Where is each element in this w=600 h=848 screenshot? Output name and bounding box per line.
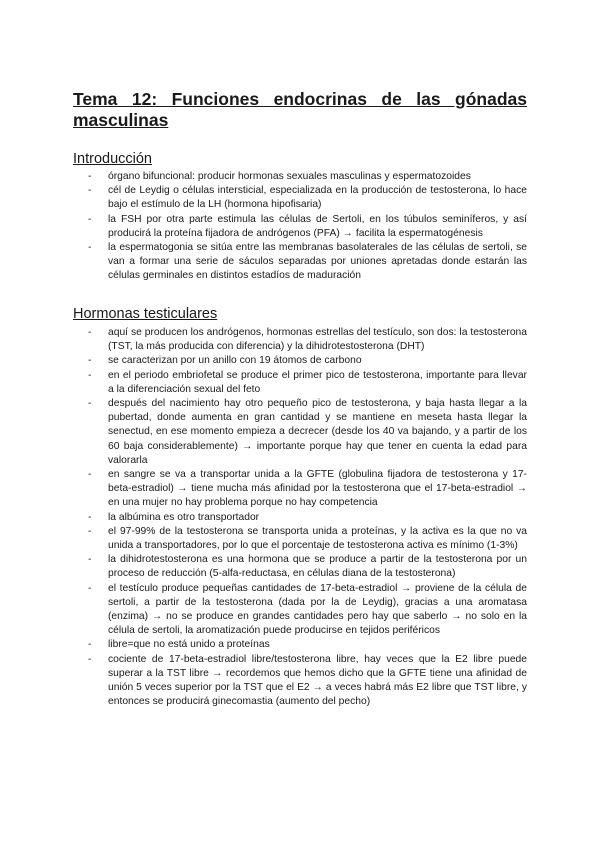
bullet-dash: -: [88, 398, 92, 410]
list-item: [73, 184, 527, 212]
list-item: [73, 468, 527, 511]
list-item: [73, 511, 527, 525]
list-item: [73, 638, 527, 652]
list-item-text: libre=que no está unido a proteínas: [108, 639, 270, 651]
list-item-text: cociente de 17-beta-estradiol libre/testosterona libre, hay veces que la E2 libre puede superar a la TST libre → recordemos que hemos dicho que la GFTE tiene una afinidad de unión 5 veces superior por la TST que el E2 → a veces habrá más E2 libre que TST libre, y entonces se producirá ginecomastia (aumento del pecho): [108, 653, 527, 708]
section-heading-hormonas-testiculares: Hormonas testiculares: [73, 306, 218, 322]
list-item-text: la FSH por otra parte estimula las células de Sertoli, en los túbulos seminíferos, y así producirá la proteína fijadora de andrógenos (PFA) → facilita la espermatogénesis: [108, 213, 527, 239]
bullet-dash: -: [88, 355, 92, 367]
list-item: [73, 582, 527, 639]
list-item-text: órgano bifuncional: producir hormonas sexuales masculinas y espermatozoides: [108, 171, 471, 182]
list-item: [73, 525, 527, 553]
list-item: [73, 326, 527, 354]
list-item-text: se caracterizan por un anillo con 19 átomos de carbono: [108, 355, 362, 367]
bullet-list-hormonas-testiculares: [73, 326, 527, 709]
section-heading-introduccion: Introducción: [73, 151, 152, 167]
list-item: [73, 369, 527, 397]
bullet-dash: -: [88, 554, 92, 566]
bullet-dash: -: [88, 213, 92, 225]
bullet-dash: -: [88, 582, 92, 594]
bullet-dash: -: [88, 185, 92, 197]
bullet-list-introduccion: [73, 170, 527, 284]
list-item: [73, 170, 527, 184]
bullet-dash: -: [88, 242, 92, 254]
page-title: Tema 12: Funciones endocrinas de las gónadas masculinas: [73, 89, 527, 130]
list-item: [73, 354, 527, 368]
bullet-dash: -: [88, 369, 92, 381]
bullet-dash: -: [88, 639, 92, 651]
bullet-dash: -: [88, 469, 92, 481]
bullet-dash: -: [88, 327, 92, 338]
list-item: [73, 213, 527, 241]
list-item-text: el testículo produce pequeñas cantidades de 17-beta-estradiol → proviene de la célula de sertoli, a partir de la testosterona (dada por la de Leydig), gracias a una aromatasa (enzima) → no se produce en grandes cantidades pero hay que saberlo → no solo en la célula de sertoli, la aromatización puede producirse en tejidos periféricos: [108, 582, 527, 637]
list-item-text: la dihidrotestosterona es una hormona que se produce a partir de la testosterona por un proceso de reducción (5-alfa-reductasa, en células diana de la testosterona): [108, 554, 527, 580]
list-item-text: después del nacimiento hay otro pequeño pico de testosterona, y baja hasta llegar a la pubertad, donde aumenta en gran cantidad y se mantiene en meseta hasta llegar la senectud, en ese momento empieza a decrecer (desde los 40 va bajando, y a partir de los 60 baja considerablemente) → importante porque hay que tener en cuenta la edad para valorarla: [108, 398, 527, 466]
bullet-dash: -: [88, 653, 92, 665]
list-item-text: en el periodo embriofetal se produce el primer pico de testosterona, importante para llevar a la diferenciación sexual del feto: [108, 369, 527, 395]
list-item: [73, 653, 527, 710]
list-item-text: la espermatogonia se sitúa entre las membranas basolaterales de las células de sertoli, se van a formar una serie de sáculos separadas por uniones apretadas donde estarán las células germinales en distintos estadíos de maduración: [108, 242, 527, 282]
bullet-dash: -: [88, 171, 92, 182]
list-item: [73, 241, 527, 284]
bullet-dash: -: [88, 511, 92, 523]
list-item-text: en sangre se va a transportar unida a la GFTE (globulina fijadora de testosterona y 17-beta-estradiol) → tiene mucha más afinidad por la testosterona que el 17-beta-estradiol → en una mujer no hay problema porque no hay competencia: [108, 469, 527, 509]
list-item: [73, 397, 527, 468]
bullet-dash: -: [88, 525, 92, 537]
list-item-text: cél de Leydig o células intersticial, especializada en la producción de testosterona, lo hace bajo el estímulo de la LH (hormona hipofisaria): [108, 185, 527, 211]
list-item-text: el 97-99% de la testosterona se transporta unida a proteínas, y la activa es la que no va unida a transportadores, por lo que el porcentaje de testosterona activa es mínimo (1-3%): [108, 525, 527, 552]
list-item-text: la albúmina es otro transportador: [108, 511, 260, 523]
list-item: [73, 553, 527, 581]
list-item-text: aquí se producen los andrógenos, hormonas estrellas del testículo, son dos: la testosterona (TST, la más producida con diferencia) y la dihidrotestosterona (DHT): [108, 327, 527, 353]
